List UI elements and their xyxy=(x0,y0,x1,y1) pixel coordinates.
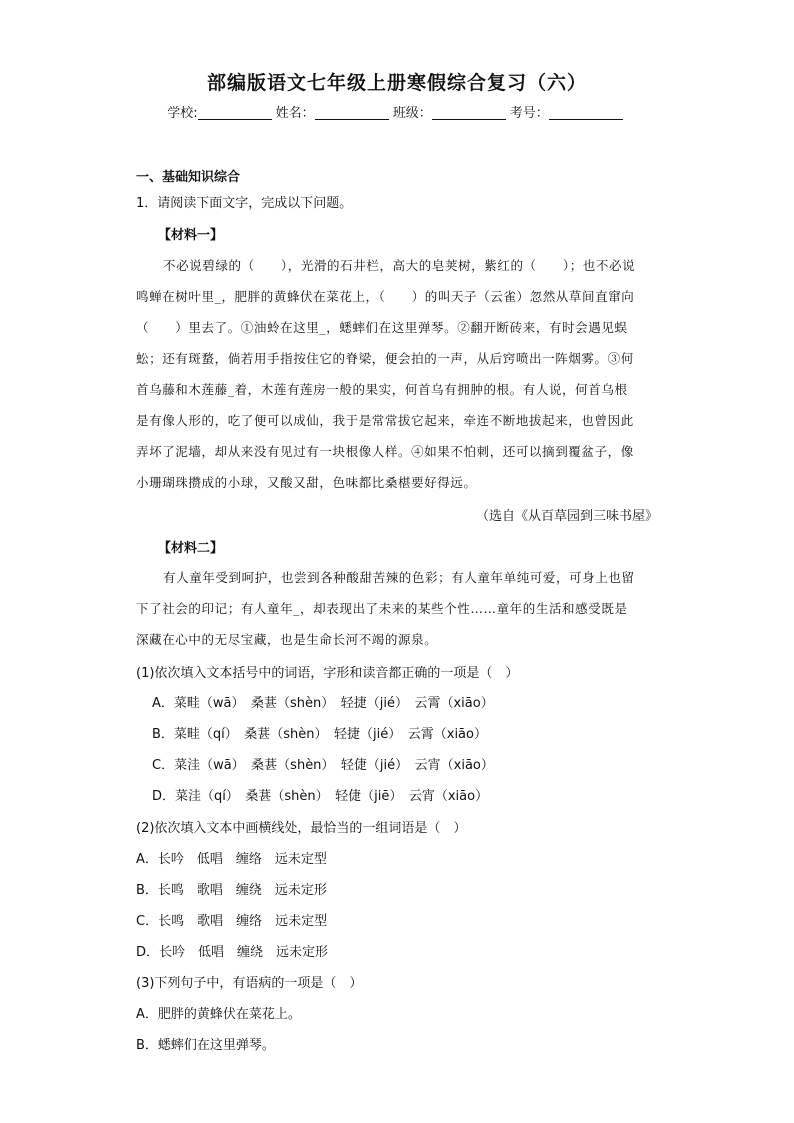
material-1-line: 弄坏了泥墙，却从来没有见过有一块根像人样。④如果不怕刺，还可以摘到覆盆子，像 xyxy=(136,444,634,459)
q2-option-c: C．长鸣 歌唱 缠络 远未定型 xyxy=(136,914,328,929)
q2-option-b: B．长鸣 歌唱 缠绕 远未定形 xyxy=(136,883,327,898)
q1-stem: (1)依次填入文本括号中的词语，字形和读音都正确的一项是（ ） xyxy=(136,666,519,681)
material-1-line: 蚣；还有斑蝥，倘若用手指按住它的脊梁，便会拍的一声，从后窍喷出一阵烟雾。③何 xyxy=(136,351,634,366)
material-2-label: 【材料二】 xyxy=(158,541,224,556)
q1-option-b: B．菜畦（qí） 桑葚（shèn） 轻捷（jié） 云霄（xiāo） xyxy=(152,727,487,742)
school-blank[interactable] xyxy=(198,105,272,120)
material-1-line: 小珊瑚珠攒成的小球，又酸又甜，色味都比桑椹要好得远。 xyxy=(136,475,477,490)
name-label: 姓名： xyxy=(275,106,315,121)
section-heading: 一、基础知识综合 xyxy=(136,170,241,185)
material-1-line: 是有像人形的，吃了便可以成仙，我于是常常拔它起来，牵连不断地拔起来，也曾因此 xyxy=(136,413,634,428)
q2-option-a: A．长吟 低唱 缠络 远未定型 xyxy=(136,852,327,867)
material-2-line: 有人童年受到呵护，也尝到各种酸甜苦辣的色彩；有人童年单纯可爱，可身上也留 xyxy=(163,570,635,585)
q3-option-a: A．肥胖的黄蜂伏在菜花上。 xyxy=(136,1007,301,1022)
page-title: 部编版语文七年级上册寒假综合复习（六） xyxy=(206,72,587,94)
number-label: 考号： xyxy=(509,106,549,121)
number-blank[interactable] xyxy=(549,105,623,120)
class-blank[interactable] xyxy=(432,105,506,120)
q3-stem: (3)下列句子中，有语病的一项是（ ） xyxy=(136,976,363,991)
question-1-intro: 1．请阅读下面文字，完成以下问题。 xyxy=(136,196,353,211)
q3-option-b: B．蟋蟀们在这里弹琴。 xyxy=(136,1038,275,1053)
q1-option-d: D．菜洼（qí） 桑葚（shèn） 轻倢（jiē） 云宵（xiāo） xyxy=(152,789,489,804)
q1-option-c: C．菜洼（wā） 桑葚（shèn） 轻倢（jié） 云宵（xiāo） xyxy=(152,758,494,773)
material-1-line: 不必说碧绿的（ ），光滑的石井栏，高大的皂荚树，紫红的（ ）；也不必说 xyxy=(163,258,636,273)
material-1-source: （选自《从百草园到三味书屋》 xyxy=(475,509,658,524)
material-1-line: 鸣蝉在树叶里_，肥胖的黄蜂伏在菜花上，（ ）的叫天子（云雀）忽然从草间直窜向 xyxy=(136,289,635,304)
school-label: 学校: xyxy=(167,106,198,121)
material-2-line: 深藏在心中的无尽宝藏，也是生命长河不竭的源泉。 xyxy=(136,632,438,647)
material-2-line: 下了社会的印记；有人童年_，却表现出了未来的某些个性……童年的生活和感受既是 xyxy=(136,601,628,616)
q1-option-a: A．菜畦（wā） 桑葚（shèn） 轻捷（jié） 云霄（xiāo） xyxy=(152,696,494,711)
student-info-line xyxy=(0,102,794,121)
class-label: 班级： xyxy=(392,106,432,121)
name-blank[interactable] xyxy=(315,105,389,120)
material-1-line: （ ）里去了。①油蛉在这里_，蟋蟀们在这里弹琴。②翻开断砖来，有时会遇见蜈 xyxy=(136,320,628,335)
material-1-line: 首乌藤和木莲藤_着，木莲有莲房一般的果实，何首乌有拥肿的根。有人说，何首乌根 xyxy=(136,382,628,397)
material-1-label: 【材料一】 xyxy=(158,228,224,243)
q2-stem: (2)依次填入文本中画横线处，最恰当的一组词语是（ ） xyxy=(136,821,467,836)
q2-option-d: D．长吟 低唱 缠绕 远未定形 xyxy=(136,945,329,960)
